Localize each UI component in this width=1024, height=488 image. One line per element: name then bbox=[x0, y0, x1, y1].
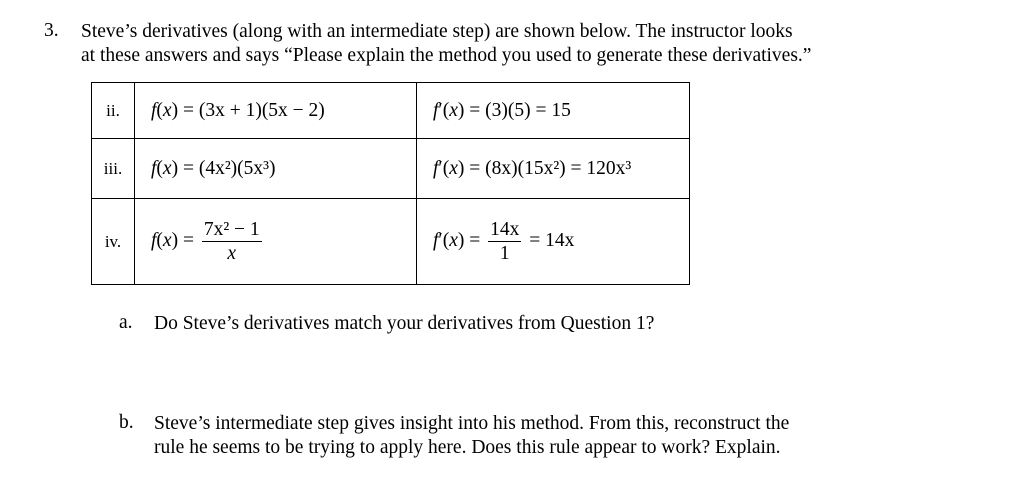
function-cell: f(x) = $\frac{\text{7x² − 1}}{x}$ bbox=[135, 199, 417, 285]
question-text bbox=[81, 20, 981, 68]
fraction-denominator: x bbox=[227, 242, 237, 264]
question-number: 3. bbox=[44, 20, 59, 41]
row-label: ii. bbox=[92, 83, 135, 139]
fraction-denominator: 1 bbox=[499, 242, 510, 264]
table-row bbox=[92, 139, 690, 199]
table-row bbox=[92, 199, 690, 285]
derivative-cell: f′(x) = (8x)(15x²) = 120x³ bbox=[417, 139, 690, 199]
function-cell: f(x) = (3x + 1)(5x − 2) bbox=[135, 83, 417, 139]
part-b-label: b. bbox=[119, 412, 134, 433]
part-a-label: a. bbox=[119, 312, 133, 333]
question-line-2: at these answers and says “Please explain the method you used to generate these derivatives.” bbox=[81, 45, 812, 66]
derivative-fraction bbox=[488, 220, 521, 264]
part-b-line-2: rule he seems to be trying to apply here. Does this rule appear to work? Explain. bbox=[154, 437, 781, 458]
derivative-expression: (3)(5) = 15 bbox=[485, 99, 571, 121]
part-b-text bbox=[154, 412, 789, 460]
function-fraction bbox=[202, 220, 262, 264]
fraction-numerator: 14x bbox=[490, 218, 520, 240]
derivative-expression: (8x)(15x²) = 120x³ bbox=[485, 157, 632, 179]
derivatives-table bbox=[91, 82, 690, 285]
derivative-result: = 14x bbox=[529, 229, 575, 251]
part-b-line-1: Steve’s intermediate step gives insight into his method. From this, reconstruct the bbox=[154, 413, 790, 434]
row-label: iii. bbox=[92, 139, 135, 199]
fraction-numerator: 7x² − 1 bbox=[203, 218, 260, 240]
table-row bbox=[92, 83, 690, 139]
row-label: iv. bbox=[92, 199, 135, 285]
function-cell: f(x) = (4x²)(5x³) bbox=[135, 139, 417, 199]
question-line-1: Steve’s derivatives (along with an intermediate step) are shown below. The instructor looks bbox=[81, 21, 793, 42]
part-a-text: Do Steve’s derivatives match your derivatives from Question 1? bbox=[154, 313, 655, 334]
derivative-cell: f′(x) = (3)(5) = 15 bbox=[417, 83, 690, 139]
derivative-cell: f′(x) = $\frac{14x}{1}$ = 14x bbox=[417, 199, 690, 285]
function-expression: (3x + 1)(5x − 2) bbox=[198, 99, 325, 121]
function-expression: (4x²)(5x³) bbox=[198, 157, 276, 179]
